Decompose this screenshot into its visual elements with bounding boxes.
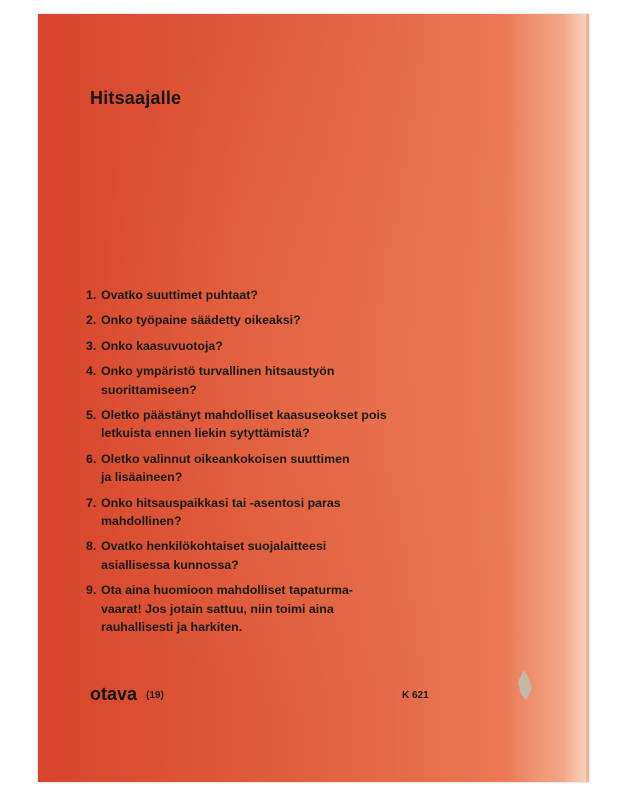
checklist-text: Oletko valinnut oikeankokoisen suuttimen: [101, 451, 350, 466]
checklist-number: 9.: [86, 583, 97, 598]
checklist-text: Ovatko suuttimet puhtaat?: [101, 288, 258, 302]
checklist-text: letkuista ennen liekin sytyttämistä?: [101, 426, 310, 441]
checklist-text: Ota aina huomioon mahdolliset tapaturma-: [101, 583, 353, 598]
checklist-item: [86, 362, 486, 399]
checklist-text: Onko työpaine säädetty oikeaksi?: [101, 313, 301, 328]
checklist-text: ja lisäaineen?: [101, 470, 183, 485]
checklist-item: [86, 537, 486, 574]
checklist-item: [86, 337, 486, 355]
safety-checklist: [86, 286, 486, 644]
cover-title: Hitsaajalle: [90, 88, 182, 108]
checklist-number: 6.: [86, 451, 97, 466]
checklist-number: 8.: [86, 539, 97, 554]
torn-paper-mark: [518, 670, 532, 700]
checklist-item: [86, 494, 486, 531]
checklist-item: [86, 406, 486, 443]
checklist-text: vaarat! Jos jotain sattuu, niin toimi aina: [101, 601, 334, 616]
checklist-item: [86, 450, 486, 487]
checklist-text: asiallisessa kunnossa?: [101, 557, 239, 572]
checklist-text: Onko ympäristö turvallinen hitsaustyön: [101, 364, 335, 379]
checklist-number: 4.: [86, 364, 97, 379]
checklist-text: rauhallisesti ja harkiten.: [101, 620, 243, 635]
publisher-number: (19): [146, 690, 164, 701]
checklist-text: Onko kaasuvuotoja?: [101, 338, 223, 353]
checklist-text: Onko hitsauspaikkasi tai -asentosi paras: [101, 495, 341, 510]
publisher-logo: otava: [90, 684, 138, 704]
checklist-text: Oletko päästänyt mahdolliset kaasuseokset pois: [101, 408, 387, 423]
catalog-code: K 621: [402, 690, 429, 701]
checklist-item: [86, 311, 486, 329]
cover-edge-highlight: [564, 14, 586, 782]
book-back-cover: [38, 14, 589, 782]
checklist-text: mahdollinen?: [101, 514, 182, 529]
checklist-text: Ovatko henkilökohtaiset suojalaitteesi: [101, 539, 327, 554]
checklist-item: [86, 581, 486, 636]
checklist-number: 7.: [86, 495, 97, 510]
checklist-number: 2.: [86, 313, 97, 328]
checklist-number: 1.: [86, 288, 97, 302]
checklist-text: suorittamiseen?: [101, 382, 197, 397]
checklist-number: 3.: [86, 338, 97, 353]
checklist-number: 5.: [86, 408, 97, 423]
checklist-item: [86, 286, 486, 304]
